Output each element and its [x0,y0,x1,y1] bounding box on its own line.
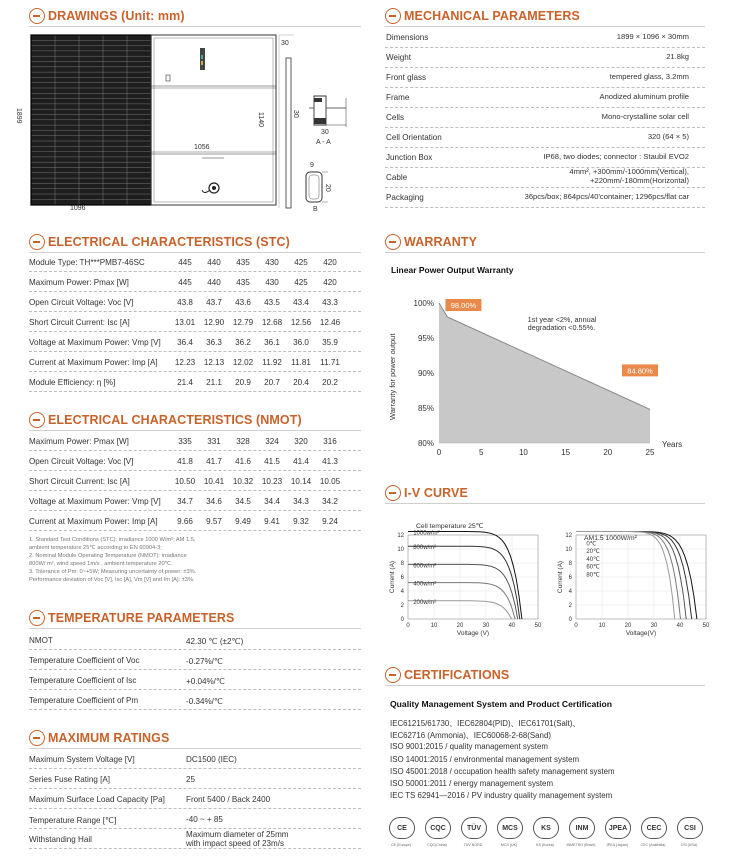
row-value: 435 [236,278,250,287]
row-value: Anodized aluminum profile [599,92,689,101]
row-divider [29,530,361,531]
certifications-title: CERTIFICATIONS [404,668,510,682]
label-b: B [313,206,318,213]
row-value: 41.3 [322,457,338,466]
y-tick-label: 8 [568,561,572,567]
row-value: 35.9 [322,338,338,347]
iv-header [385,484,468,502]
cert-logo-caption: KS (Korea) [536,843,554,847]
temperature-title: TEMPERATURE PARAMETERS [48,611,235,625]
footnote-line: 2. Nominal Module Operating Temperature (NMOT): irradiance [29,553,187,559]
row-value: tempered glass, 3.2mm [609,72,689,81]
cert-logo-icon: INM [569,817,595,839]
row-value: 430 [265,258,279,267]
dim-1140: 1140 [257,112,264,128]
warranty-chart-title: Linear Power Output Warranty [391,265,514,275]
divider [29,252,361,253]
iv-series-line [408,564,518,619]
iv-chart-temperature [546,527,716,637]
row-divider [29,291,361,292]
row-value: 12.02 [232,358,254,367]
row-label: Open Circuit Voltage: Voc [V] [29,457,134,466]
row-value: 41.5 [264,457,280,466]
x-axis-label: Voltage (V) [456,630,490,637]
row-value: 43.3 [322,298,338,307]
dim-20: 20 [324,184,331,192]
drawing-icon [29,8,45,24]
row-value: 43.8 [177,298,193,307]
y-tick-label: 8 [400,561,404,567]
row-value: 25 [186,775,196,784]
row-label: Voltage at Maximum Power: Vmp [V] [29,497,161,506]
row-divider [29,768,361,769]
row-value: 36pcs/box; 864pcs/40'container; 1296pcs/flat car [524,192,689,201]
cert-logo-caption: MCS (UK) [500,843,518,847]
series-label: 400w/m² [413,581,437,588]
row-divider [29,450,361,451]
dim-30-top: 30 [281,40,289,47]
y-tick-label: 2 [568,603,572,609]
row-value: 20.9 [235,378,251,387]
row-label: Weight [386,53,412,62]
gauge-icon [29,730,45,746]
row-label: Frame [386,93,410,102]
row-value: 34.6 [206,497,222,506]
footnote-line: 800W/ m², wind speed 1m/s , ambient temperature 20℃. [29,561,173,567]
row-divider [29,371,361,372]
row-divider [29,669,361,670]
dim-1899: 1899 [15,108,22,124]
row-value: 10.14 [290,477,312,486]
x-tick-label: 0 [406,623,410,629]
row-divider [29,311,361,312]
row-label: Cell Orientation [386,133,442,142]
row-value: 20.7 [264,378,280,387]
cert-line: ISO 9001:2015 / quality management system [390,742,548,752]
warranty-chart [385,285,705,460]
iv-title: I-V CURVE [404,486,468,500]
footnote-line: 3. Tolerance of Pm: 0~+5W; Measuring uncertainty of power: ±3%. [29,569,197,575]
cert-logo-icon: MCS [497,817,523,839]
x-tick-label: 10 [430,623,438,629]
series-label: 0℃ [586,541,597,548]
y-axis-label: Current (A) [389,560,396,594]
row-value: 430 [265,278,279,287]
row-divider [385,207,705,208]
maximum-title: MAXIMUM RATINGS [48,731,170,745]
cert-line: ISO 50001:2011 / energy management system [390,779,554,788]
cert-logo-caption: CQC(China) [427,843,447,847]
row-value: 21.1 [206,378,222,387]
row-value: 21.8kg [666,52,689,61]
row-divider [29,788,361,789]
gear-icon [385,8,401,24]
row-value: 13.01 [174,318,196,327]
chart-title: Cell temperature 25℃ [416,523,484,530]
y-tick-label: 6 [400,575,404,581]
row-value: 9.49 [235,517,251,526]
cert-logo-icon: TÜV [461,817,487,839]
row-value: 34.5 [235,497,251,506]
row-value: 435 [236,258,250,267]
row-value: 34.4 [264,497,280,506]
x-tick-label: 20 [456,623,464,629]
y-tick-label: 4 [400,589,404,595]
x-tick-label: 10 [518,448,528,457]
row-value: 10.41 [203,477,225,486]
row-value: 12.90 [203,318,225,327]
row-label: NMOT [29,636,53,645]
footnote-line: 1. Standard Test Conditions (STC): irradiance 1000 W/m²; AM 1.5, [29,537,196,543]
row-divider [385,47,705,48]
series-label: 40℃ [586,556,600,563]
row-value: 328 [236,437,250,446]
cert-line: ISO 45001:2018 / occupation health safety management system [390,766,615,776]
row-value: 440 [207,278,221,287]
start-value-label: 98.00% [450,301,477,310]
y-tick-label: 0 [400,617,404,623]
y-tick-label: 6 [568,575,572,581]
row-label: Module Type: TH***PMB7-46SC [29,258,145,267]
footnote-line: ambient temperature 25℃ according to EN 60904-3; [29,545,162,551]
footnote-line: Performance deviation of Voc [V], Isc [A], Vm [V] and Im [A]: ±3%. [29,577,195,583]
front-view [31,35,151,205]
row-divider [29,828,361,829]
cert-logo-icon: CEC [641,817,667,839]
certificate-icon [385,667,401,683]
row-value: DC1500 (IEC) [186,755,237,764]
dim-1096: 1096 [70,205,86,212]
row-divider [385,107,705,108]
row-value: IP68, two diodes; connector : Staubil EVO2 [543,152,689,161]
end-value-label: 84.80% [627,366,653,376]
row-value: 34.7 [177,497,193,506]
row-value: 9.41 [264,517,280,526]
row-value: 36.1 [264,338,280,347]
row-value: 12.13 [203,358,225,367]
shield-icon [385,234,401,250]
row-value: 324 [265,437,279,446]
certifications-header [385,666,509,684]
y-tick-label: 10 [397,547,404,553]
cert-logo-caption: CSI (USA) [680,843,698,847]
y-tick-label: 0 [568,617,572,623]
row-value: 34.3 [293,497,309,506]
row-value: 36.4 [177,338,193,347]
row-divider [29,510,361,511]
divider [385,26,705,27]
divider [29,26,361,27]
row-value: 34.2 [322,497,338,506]
y-tick-label: 12 [397,533,404,539]
row-label: Open Circuit Voltage: Voc [V] [29,298,134,307]
section-aa [309,96,346,127]
row-divider [29,808,361,809]
row-value: 331 [207,437,221,446]
row-value: +0.04%/℃ [186,677,226,686]
row-value: 36.2 [235,338,251,347]
x-tick-label: 40 [676,623,684,629]
divider [385,503,705,504]
row-value: Maximum diameter of 25mm [186,830,289,839]
stc-header [29,233,290,251]
nmot-title: ELECTRICAL CHARACTERISTICS (NMOT) [48,413,302,427]
row-label: Voltage at Maximum Power: Vmp [V] [29,338,161,347]
divider [29,430,361,431]
y-tick-label: 85% [417,404,434,413]
row-value: 335 [178,437,192,446]
row-value: 4mm², +300mm/-1000mm(Vertical), [569,167,689,176]
row-value: 10.05 [319,477,341,486]
x-axis-label: Years [662,440,683,449]
cert-logo-icon: CQC [425,817,451,839]
row-value: 21.4 [177,378,193,387]
cert-subtitle: Quality Management System and Product Certification [390,699,613,709]
row-value: 1899 × 1096 × 30mm [616,32,689,41]
row-value: 9.32 [293,517,309,526]
row-divider [29,351,361,352]
drawings-title: DRAWINGS (Unit: mm) [48,9,185,23]
y-tick-label: 2 [400,603,404,609]
row-label: Temperature Coefficient of Voc [29,656,140,665]
row-divider [29,490,361,491]
dim-1056: 1056 [194,144,210,151]
annotation-line: 1st year <2%, annual [527,315,597,324]
series-label: 800w/m² [413,545,437,552]
cert-logo-caption: INMETRO (Brazil) [566,843,596,847]
dim-30-side: 30 [292,110,299,118]
row-divider [29,848,361,849]
row-value: 440 [207,258,221,267]
module-drawing [24,30,364,218]
row-value: 41.4 [293,457,309,466]
row-divider [385,127,705,128]
temperature-header [29,609,234,627]
x-tick-label: 10 [598,623,606,629]
lightning-icon [29,234,45,250]
row-label: Junction Box [386,153,433,162]
row-value: Front 5400 / Back 2400 [186,795,271,804]
y-tick-label: 100% [413,299,434,308]
thermometer-icon [29,610,45,626]
row-value: 12.46 [319,318,341,327]
divider [385,252,705,253]
row-divider [385,147,705,148]
y-tick-label: 95% [417,334,434,343]
row-value: 41.8 [177,457,193,466]
row-label: Current at Maximum Power: Imp [A] [29,517,158,526]
row-divider [29,689,361,690]
label-aa: A - A [316,139,331,146]
row-value: 9.57 [206,517,222,526]
row-label: Temperature Range [℃] [29,816,117,825]
row-value: 445 [178,258,192,267]
row-value: 43.5 [264,298,280,307]
warranty-title: WARRANTY [404,235,478,249]
x-axis-label: Voltage(V) [625,630,657,637]
row-value: 10.32 [232,477,254,486]
row-value: 9.24 [322,517,338,526]
row-value: 445 [178,278,192,287]
row-value: 316 [323,437,337,446]
y-tick-label: 12 [565,533,572,539]
nmot-header [29,411,302,429]
dim-30-bottom: 30 [321,129,329,136]
divider [29,628,361,629]
row-value: 425 [294,258,308,267]
x-tick-label: 20 [603,448,613,457]
divider [29,748,361,749]
row-value: 36.0 [293,338,309,347]
x-tick-label: 30 [482,623,490,629]
annotation-line: degradation <0.55%. [527,323,596,332]
iv-chart-irradiance [382,517,552,637]
row-value: 43.7 [206,298,222,307]
drawings-header [29,7,185,25]
row-value: 420 [323,258,337,267]
row-divider [385,67,705,68]
cert-logo-caption: JPEA (Japan) [606,843,628,847]
row-value: 9.66 [177,517,193,526]
y-axis-label: Current (A) [557,560,564,594]
y-tick-label: 80% [417,439,434,448]
x-tick-label: 0 [574,623,578,629]
x-tick-label: 0 [436,448,442,457]
mechanical-title: MECHANICAL PARAMETERS [404,9,580,23]
cert-logo-icon: CSI [677,817,703,839]
row-value: -0.27%/℃ [186,657,223,666]
warranty-ylabel: Warranty for power output [388,333,397,420]
curve-icon [385,485,401,501]
row-value: 320 [294,437,308,446]
row-value: Mono-crystalline solar cell [601,112,689,121]
row-value: 11.92 [262,358,282,367]
row-divider [29,271,361,272]
row-divider [385,187,705,188]
row-label: Module Efficiency: η [%] [29,378,116,387]
row-value: 12.79 [232,318,254,327]
y-tick-label: 4 [568,589,572,595]
row-label: Short Circuit Current: Isc [A] [29,318,130,327]
warranty-header [385,233,477,251]
row-value: 12.23 [174,358,196,367]
row-label: Dimensions [386,33,429,42]
cert-line: ISO 14001:2015 / environmental management system [390,754,580,764]
row-value: 12.68 [261,318,283,327]
y-tick-label: 10 [565,547,572,553]
chart-title: AM1.5 1000W/m² [584,535,637,542]
row-value: -0.34%/℃ [186,697,223,706]
row-label: Withstanding Hail [29,835,92,844]
series-label: 1000w/m² [413,530,440,537]
x-tick-label: 15 [561,448,571,457]
cert-logo-icon: KS [533,817,559,839]
row-divider [29,391,361,392]
row-label: Temperature Coefficient of Isc [29,676,137,685]
row-divider [385,87,705,88]
row-divider [29,331,361,332]
series-label: 80℃ [586,572,600,579]
row-value: 20.2 [322,378,338,387]
x-tick-label: 30 [650,623,658,629]
row-divider [29,470,361,471]
lightning-icon [29,412,45,428]
row-value: 42.30 ℃ (±2℃) [186,637,244,646]
row-value: 12.56 [290,318,312,327]
stc-title: ELECTRICAL CHARACTERISTICS (STC) [48,235,290,249]
cert-logo-caption: CEC (Australia) [640,843,666,847]
row-label: Maximum Power: Pmax [W] [29,278,129,287]
row-value: with impact speed of 23m/s [186,839,285,848]
y-tick-label: 90% [417,369,434,378]
x-tick-label: 40 [508,623,516,629]
row-label: Maximum System Voltage [V] [29,755,135,764]
row-label: Cells [386,113,404,122]
row-value: 36.3 [206,338,222,347]
maximum-header [29,729,169,747]
row-label: Maximum Power: Pmax [W] [29,437,129,446]
row-value: 420 [323,278,337,287]
row-label: Maximum Surface Load Capacity [Pa] [29,795,165,804]
row-divider [29,649,361,650]
row-value: 425 [294,278,308,287]
row-label: Packaging [386,193,424,202]
row-label: Current at Maximum Power: Imp [A] [29,358,158,367]
cert-line: IEC62716 (Ammonia)、IEC60068-2-68(Sand) [390,731,551,741]
x-tick-label: 50 [702,623,710,629]
series-label: 20℃ [586,549,600,556]
row-label: Front glass [386,73,427,82]
x-tick-label: 50 [534,623,542,629]
cert-line: IEC61215/61730、IEC62804(PID)、IEC61701(Salt)、 [390,719,581,728]
row-value: 41.7 [206,457,222,466]
row-label: Temperature Coefficient of Pm [29,696,139,705]
row-value: 41.6 [235,457,251,466]
mechanical-header [385,7,580,25]
row-value: 10.23 [261,477,283,486]
row-value: 11.81 [291,358,311,367]
row-value: 10.50 [174,477,196,486]
divider [385,685,705,686]
row-label: Cable [386,173,408,182]
x-tick-label: 5 [478,448,484,457]
cert-logo-icon: JPEA [605,817,631,839]
cert-logo-caption: TÜV NORD [463,843,483,847]
x-tick-label: 25 [645,448,655,457]
series-label: 200w/m² [413,599,437,606]
cert-logo-caption: CE (Europe) [391,843,411,847]
row-label: Series Fuse Rating [A] [29,775,110,784]
row-value: 20.4 [293,378,309,387]
cert-logo-icon: CE [389,817,415,839]
series-label: 600w/m² [413,563,437,570]
row-divider [29,709,361,710]
x-tick-label: 20 [624,623,632,629]
row-value: -40 ~ + 85 [186,815,223,824]
row-value: 11.71 [320,358,340,367]
series-label: 60℃ [586,564,600,571]
cert-line: IEC TS 62941—2016 / PV industry quality management system [390,791,613,801]
row-value: 43.6 [235,298,251,307]
row-value: +220mm/-180mm(Horizontal) [590,176,689,185]
row-value: 43.4 [293,298,309,307]
dim-9: 9 [310,162,314,169]
row-label: Short Circuit Current: Isc [A] [29,477,130,486]
row-value: 320 (64 × 5) [647,132,689,141]
